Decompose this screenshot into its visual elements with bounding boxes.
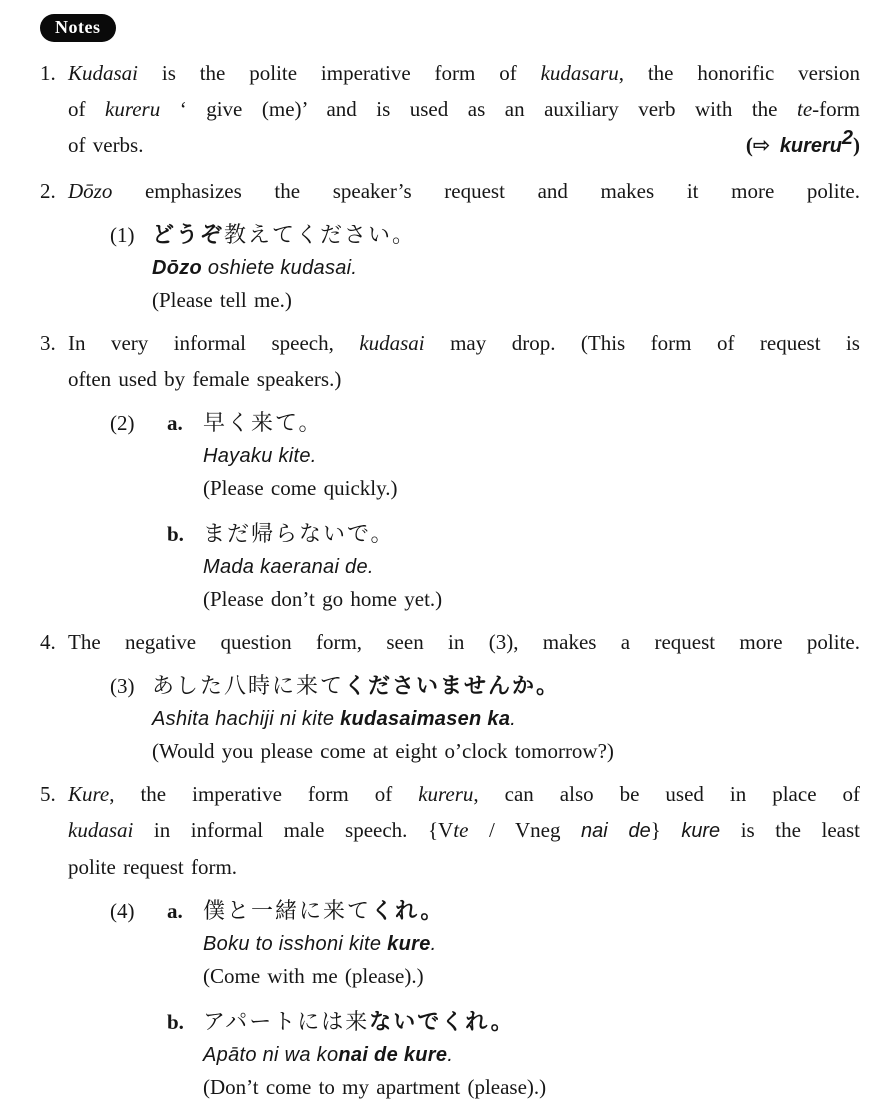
note-3 — [40, 325, 860, 615]
example-romaji: Apāto ni wa konai de kure. — [203, 1044, 454, 1066]
example-romaji: Dōzo oshiete kudasai. — [152, 257, 358, 279]
example-2a — [110, 406, 860, 504]
example-4a — [110, 894, 860, 992]
cross-reference: (⇨ kureru2) — [745, 127, 860, 157]
example-translation: (Please tell me.) — [152, 288, 292, 312]
example-translation: (Please come quickly.) — [203, 476, 398, 500]
example-number — [110, 1005, 167, 1103]
note-4 — [40, 624, 860, 767]
notes-badge-label: Notes — [55, 17, 101, 37]
note-text-line: Kure, the imperative form of kureru, can also be used in place of — [68, 782, 860, 806]
example-1 — [110, 218, 860, 316]
example-romaji: Mada kaeranai de. — [203, 556, 374, 578]
example-japanese: アパートには来ないでくれ。 — [203, 1009, 515, 1034]
example-number: (1) — [110, 223, 135, 247]
example-number — [110, 517, 167, 615]
example-3 — [110, 669, 860, 767]
note-2 — [40, 173, 860, 316]
example-romaji: Hayaku kite. — [203, 445, 317, 467]
note-text-line: of verbs. — [68, 133, 144, 157]
example-translation: (Would you please come at eight o’clock tomorrow?) — [152, 739, 614, 763]
note-text-line: Dōzo emphasizes the speaker’s request and makes it more polite. — [68, 179, 860, 203]
example-translation: (Please don’t go home yet.) — [203, 587, 443, 611]
example-sub-letter: b. — [167, 1010, 184, 1034]
note-number: 2. — [40, 179, 56, 203]
note-number: 4. — [40, 630, 56, 654]
notes-badge — [40, 14, 116, 42]
example-4b — [110, 1005, 860, 1103]
example-number: (4) — [110, 899, 135, 923]
example-2b — [110, 517, 860, 615]
note-1 — [40, 55, 860, 164]
example-japanese: 早く来て。 — [203, 410, 323, 435]
note-text-line: polite request form. — [68, 855, 238, 879]
note-text-line: Kudasai is the polite imperative form of kudasaru, the honorific version — [68, 61, 861, 85]
example-sub-letter: a. — [167, 411, 183, 435]
note-text-line: of kureru ‘ give (me)’ and is used as an auxiliary verb with the te-form — [68, 97, 860, 121]
example-translation: (Come with me (please).) — [203, 964, 424, 988]
example-sub-letter: b. — [167, 522, 184, 546]
example-japanese: どうぞ教えてください。 — [152, 222, 417, 247]
example-translation: (Don’t come to my apartment (please).) — [203, 1075, 547, 1099]
note-number: 5. — [40, 782, 56, 806]
note-text-line: often used by female speakers.) — [68, 367, 342, 391]
note-text-line: In very informal speech, kudasai may drop. (This form of request is — [68, 331, 860, 355]
example-japanese: まだ帰らないで。 — [203, 521, 395, 546]
example-japanese: 僕と一緒に来てくれ。 — [203, 898, 445, 923]
note-number: 1. — [40, 61, 56, 85]
note-number: 3. — [40, 331, 56, 355]
example-number: (2) — [110, 411, 135, 435]
example-romaji: Ashita hachiji ni kite kudasaimasen ka. — [152, 708, 517, 730]
note-5 — [40, 776, 860, 1103]
note-text-line: The negative question form, seen in (3), makes a request more polite. — [68, 630, 860, 654]
example-romaji: Boku to isshoni kite kure. — [203, 933, 437, 955]
example-sub-letter: a. — [167, 899, 183, 923]
example-number: (3) — [110, 674, 135, 698]
example-japanese: あした八時に来てくださいませんか。 — [152, 673, 561, 698]
note-text-line: kudasai in informal male speech. {Vte / Vneg nai de} kure is the least — [68, 818, 860, 842]
